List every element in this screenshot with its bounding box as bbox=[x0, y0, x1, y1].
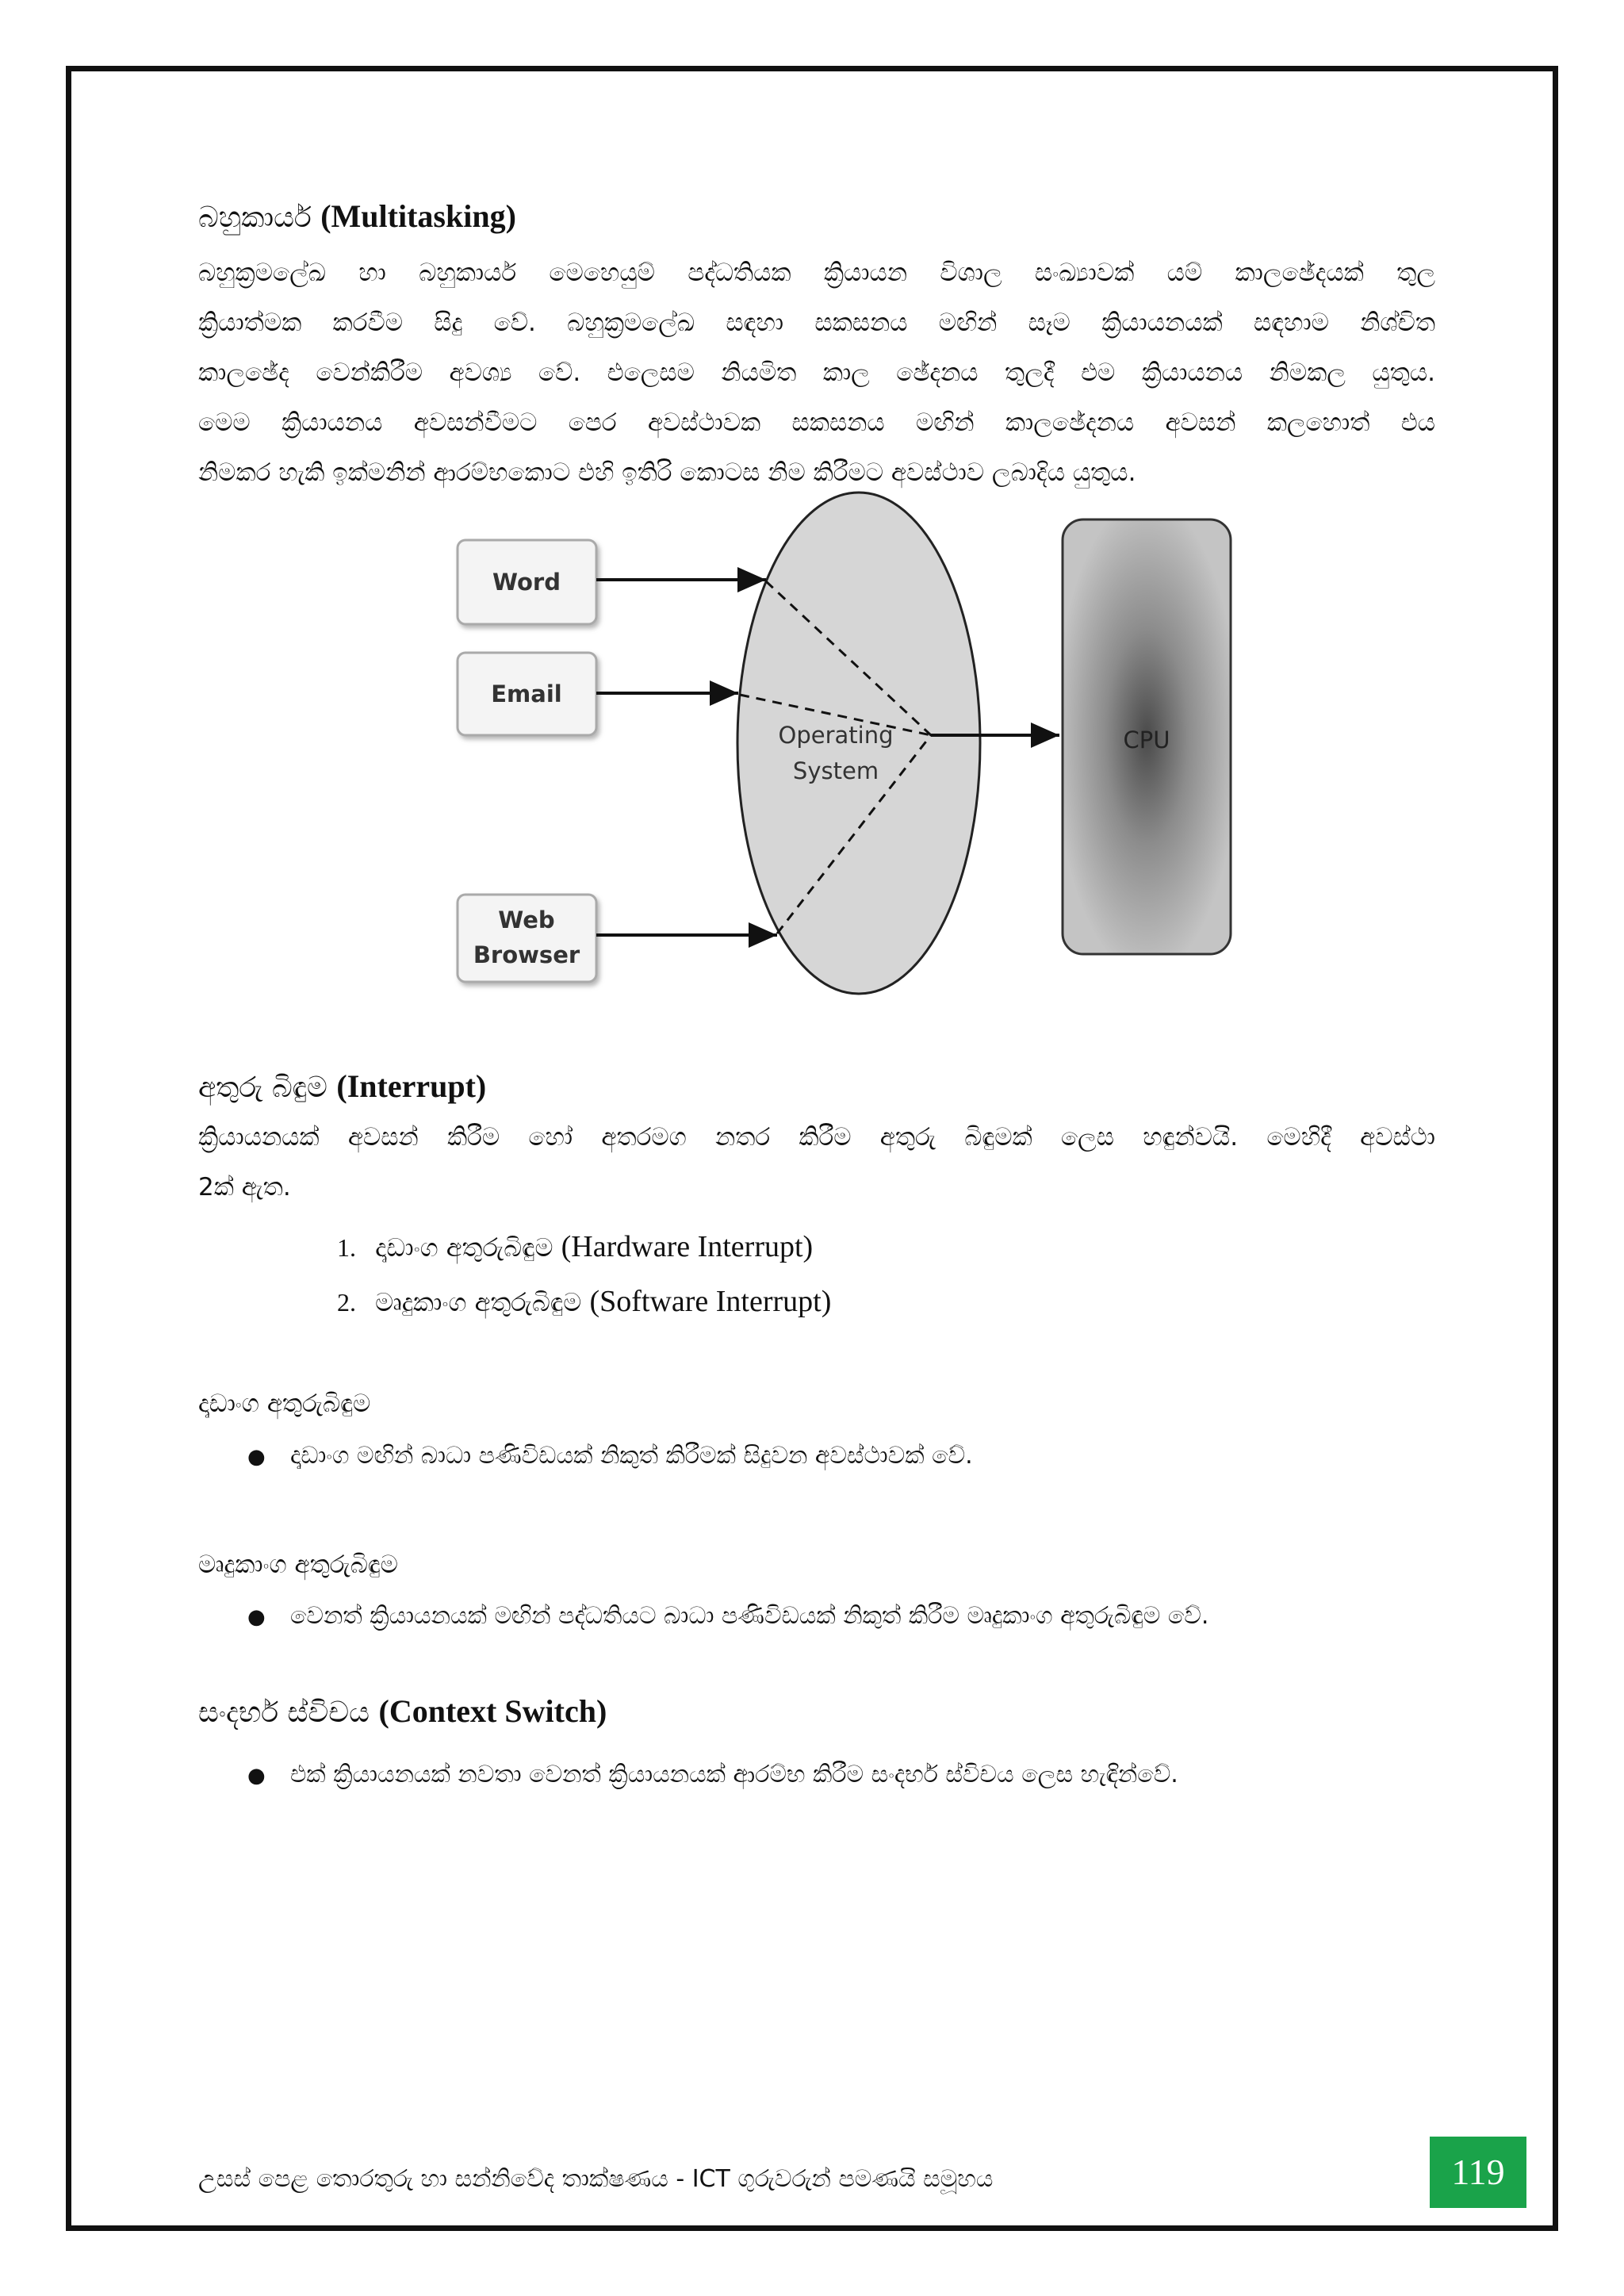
heading-interrupt-en: (Interrupt) bbox=[336, 1068, 487, 1104]
heading-software-interrupt: මෘදුකාංග අතුරුබිඳුම bbox=[198, 1550, 398, 1579]
bullet-item bbox=[247, 1436, 973, 1477]
list-item-si: දෘඩාංග අතුරුබිඳුම bbox=[375, 1232, 553, 1263]
interrupt-types-list bbox=[337, 1220, 831, 1329]
paragraph-line: ක්‍රියාත්මක කරවීම සිදු වේ. බහුක්‍රමලේඛ සඳහා සකසනය මඟින් සෑම ක්‍රියායනයක් සඳහාම නිශ්චිත bbox=[198, 309, 1435, 337]
label-web: Web bbox=[498, 907, 555, 933]
bullet-icon: ● bbox=[247, 1445, 266, 1469]
bullet-text: දෘඩාංග මඟින් බාධා පණිවිඩයක් නිකුත් කිරීමක් සිදුවන අවස්ථාවක් වේ. bbox=[290, 1442, 973, 1470]
heading-context-en: (Context Switch) bbox=[378, 1693, 607, 1729]
paragraph-line: 2ක් ඇත. bbox=[198, 1173, 291, 1202]
footer-text: උසස් පෙළ තොරතුරු හා සන්නිවේද තාක්ෂණය - ICT ගුරුවරුන් පමණයි සමූහය bbox=[198, 2165, 994, 2193]
bullet-item bbox=[247, 1596, 1208, 1637]
paragraph-line: මෙම ක්‍රියායනය අවසන්වීමට පෙර අවස්ථාවක සකසනය මඟින් කාලඡේදනය අවසන් කලහොත් එය bbox=[198, 408, 1435, 437]
list-item-si: මෘදුකාංග අතුරුබිඳුම bbox=[375, 1287, 582, 1317]
heading-multitasking-si: බහුකාර්ය bbox=[198, 201, 312, 234]
label-word: Word bbox=[492, 569, 561, 596]
heading-context-switch bbox=[198, 1689, 1435, 1735]
list-item-en: (Hardware Interrupt) bbox=[561, 1230, 814, 1263]
paragraph-line: නිමකර හැකි ඉක්මනින් ආරම්භකොට එහි ඉතිරි කොටස නිම කිරීමට අවස්ථාව ලබාදිය යුතුය. bbox=[198, 458, 1136, 487]
interrupt-paragraph bbox=[198, 1113, 1435, 1213]
label-browser: Browser bbox=[473, 941, 580, 968]
paragraph-line: කාලඡේද වෙන්කිරීම අවශ්‍ය වේ. එලෙසම නියමිත කාල ඡේදනය තුලදී එම ක්‍රියායනය නිමකල යුතුය. bbox=[198, 358, 1435, 387]
label-cpu: CPU bbox=[1123, 726, 1170, 753]
heading-hardware-interrupt: දෘඩාංග අතුරුබිඳුම bbox=[198, 1389, 371, 1418]
heading-context-si: සංදර්භ ස්විචය bbox=[198, 1696, 370, 1729]
bullet-text: එක් ක්‍රියායනයක් නවතා වෙනත් ක්‍රියායනයක් ආරම්භ කිරීම සංදර්භ ස්විචය ලෙස හැඳින්වේ. bbox=[290, 1761, 1178, 1788]
list-number: 2. bbox=[337, 1288, 356, 1317]
paragraph-line: බහුක්‍රමලේඛ හා බහුකාර්ය මෙහෙයුම් පද්ධතියක ක්‍රියායන විශාල සංඛ්‍යාවක් යම් කාලඡේදයක් තුල bbox=[198, 259, 1435, 287]
heading-multitasking-en: (Multitasking) bbox=[320, 198, 516, 234]
bullet-icon: ● bbox=[247, 1764, 266, 1788]
bullet-icon: ● bbox=[247, 1605, 266, 1629]
list-item-en: (Software Interrupt) bbox=[589, 1285, 832, 1318]
list-item bbox=[337, 1274, 831, 1329]
label-operating: Operating bbox=[778, 722, 894, 749]
label-email: Email bbox=[491, 680, 562, 707]
list-number: 1. bbox=[337, 1233, 356, 1262]
label-system: System bbox=[792, 757, 879, 784]
list-item bbox=[337, 1220, 831, 1274]
heading-interrupt-si: අතුරු බිඳුම bbox=[198, 1071, 327, 1104]
bullet-item bbox=[247, 1755, 1178, 1796]
heading-interrupt bbox=[198, 1064, 1435, 1110]
bullet-text: වෙනත් ක්‍රියායනයක් මඟින් පද්ධතියට බාධා පණිවිඩයක් නිකුත් කිරීම මෘදුකාංග අතුරුබිඳුම වේ. bbox=[290, 1602, 1209, 1630]
page-number-badge: 119 bbox=[1430, 2137, 1526, 2208]
paragraph-line: ක්‍රියායනයක් අවසන් කිරීම හෝ අතරමග නතර කිරීම අතුරු බිඳුමක් ලෙස හඳුන්වයි. මෙහිදී අවස්ථා bbox=[198, 1123, 1435, 1152]
